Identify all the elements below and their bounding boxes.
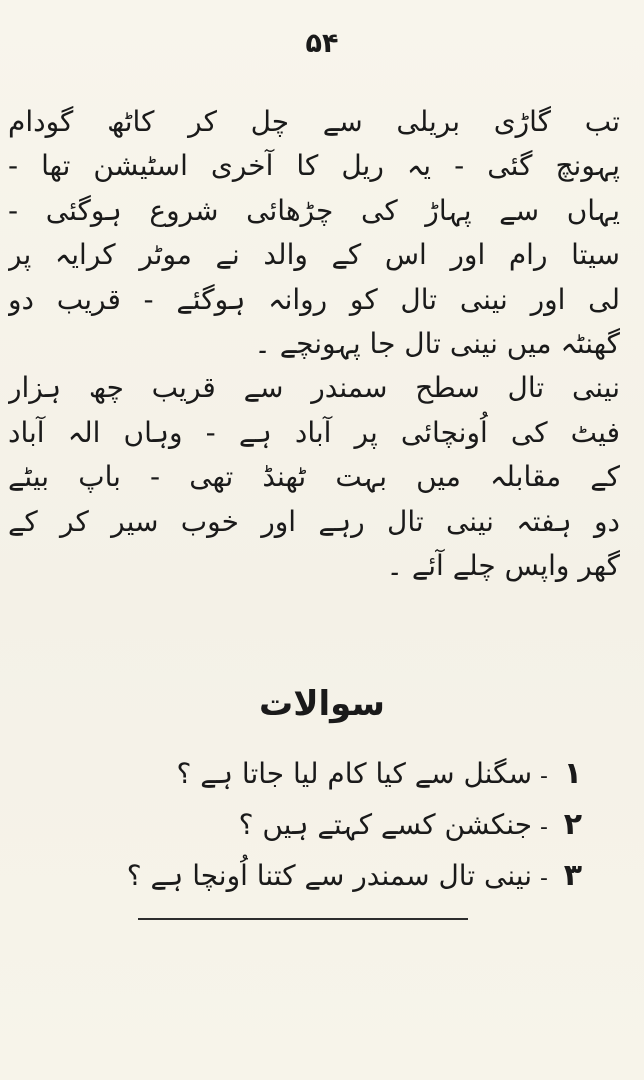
questions-heading: سوالات	[259, 684, 385, 724]
passage-line: لی اور نینی تال کو روانہ ہوگئے - قریب دو	[8, 282, 620, 316]
passage-line: تب گاڑی بریلی سے چل کر کاٹھ گودام	[8, 105, 620, 138]
passage-line: نینی تال سطح سمندر سے قریب چھ ہزار	[8, 371, 620, 405]
passage-line: پہونچ گئی - یہ ریل کا آخری اسٹیشن تھا -	[8, 149, 620, 183]
question-text: سگنل سے کیا کام لیا جاتا ہے ؟	[176, 757, 533, 790]
question-number: ۳	[563, 858, 582, 893]
question-number: ۲	[563, 807, 582, 842]
question-number: ۱	[563, 756, 582, 791]
page-number: ۵۴	[305, 28, 339, 59]
question-item	[62, 852, 582, 903]
question-dash: -	[540, 866, 548, 891]
question-item	[62, 801, 582, 852]
question-text: نینی تال سمندر سے کتنا اُونچا ہے ؟	[126, 859, 533, 892]
passage-line: دو ہفتہ نینی تال رہے اور خوب سیر کر کے	[8, 504, 620, 538]
passage-text	[8, 100, 620, 588]
bottom-divider	[138, 918, 468, 920]
passage-line: کے مقابلہ میں بہت ٹھنڈ تھی - باپ بیٹے	[8, 460, 620, 494]
question-text: جنکشن کسے کہتے ہیں ؟	[238, 808, 533, 841]
questions-list	[62, 750, 582, 903]
passage-line: سیتا رام اور اس کے والد نے موٹر کرایہ پر	[8, 238, 620, 272]
passage-line: گھر واپس چلے آئے ۔	[386, 549, 620, 583]
passage-line: گھنٹہ میں نینی تال جا پہونچے ۔	[254, 327, 620, 361]
passage-line: یہاں سے پہاڑ کی چڑھائی شروع ہوگئی -	[8, 193, 620, 227]
question-item	[62, 750, 582, 801]
question-dash: -	[540, 764, 548, 789]
question-dash: -	[540, 815, 548, 840]
passage-line: فیٹ کی اُونچائی پر آباد ہے - وہاں الہ آباد	[8, 415, 620, 449]
